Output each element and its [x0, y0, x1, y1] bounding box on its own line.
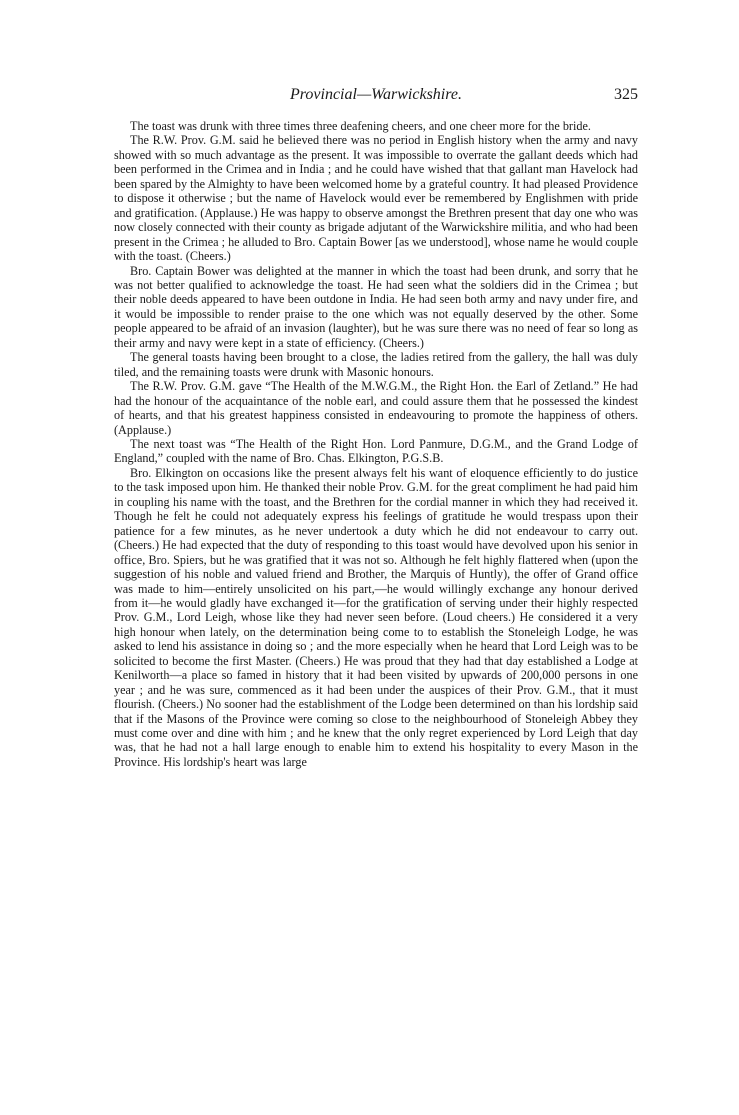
paragraph-lord-panmure: The next toast was “The Health of the Right Hon. Lord Panmure, D.G.M., and the Grand Lodge of England,” coupled with the name of Bro. Chas. Elkington, P.G.S.B. [114, 436, 638, 466]
paragraph-elkington-reply: Bro. Elkington on occasions like the present always felt his want of eloquence efficiently to do justice to the task imposed upon him. He thanked their noble Prov. G.M. for the great compliment he had paid him in coupling his name with the toast, and the Brethren for the cordial manner in which they had received it. Though he felt he could not adequately express his feelings of gratitude he would trespass upon their patience for a few minutes, as he never undertook a duty which he did not endeavour to carry out. (Cheers.) He had expected that the duty of responding to this toast would have devolved upon his senior in office, Bro. Spiers, but he was gratified that it was not so. Although he felt highly flattered when (upon the suggestion of his noble and valued friend and Brother, the Marquis of Huntly), the offer of Grand office was made to him—entirely unsolicited on his part,—he would willingly exchange any honour derived from it—he would gladly have exchanged it—for the gratification of serving under their highly respected Prov. G.M., Lord Leigh, whose like they had never seen before. (Loud cheers.) He considered it a very high honour when lately, on the determination being come to to establish the Stoneleigh Lodge, he was asked to lend his assistance in doing so ; and the more especially when he heard that Lord Leigh was to be solicited to become the first Master. (Cheers.) He was proud that they had that day established a Lodge at Kenilworth—a place so famed in history that it had been visited by upwards of 200,000 persons in one year ; and he was sure, commenced as it had been under the auspices of their Prov. G.M., that it must flourish. (Cheers.) No sooner had the establishment of the Lodge been determined on than his lordship said that if the Masons of the Province were coming so close to the neighbourhood of Stoneleigh Abbey they must come over and dine with him ; and he knew that the only regret experienced by Lord Leigh that day was, that he had not a hall large enough to enable him to extend his hospitality to every Mason in the Province. His lordship's heart was large [114, 465, 638, 769]
running-title: Provincial—Warwickshire. [290, 86, 462, 103]
paragraph-ladies-retired: The general toasts having been brought to a close, the ladies retired from the gallery, the hall was duly tiled, and the remaining toasts were drunk with Masonic honours. [114, 350, 638, 379]
running-head [114, 86, 638, 108]
paragraph-toast-bride: The toast was drunk with three times three deafening cheers, and one cheer more for the bride. [130, 119, 591, 133]
article-body [114, 119, 638, 769]
paragraph-captain-bower-reply: Bro. Captain Bower was delighted at the manner in which the toast had been drunk, and sorry that he was not better qualified to acknowledge the toast. He had seen what the soldiers did in the Crimea ; but their noble deeds appeared to have been outdone in India. He had seen both army and navy under fire, and it would be impossible to render praise to the one which was not equally deserved by the other. Some people appeared to be afraid of an invasion (laughter), but he was sure there was no need of fear so long as their army and navy were kept in a state of efficiency. (Cheers.) [114, 263, 638, 350]
page-number: 325 [614, 86, 638, 103]
paragraph-earl-of-zetland: The R.W. Prov. G.M. gave “The Health of the M.W.G.M., the Right Hon. the Earl of Zetland.” He had had the honour of the acquaintance of the noble earl, and could assure them that he possessed the kindest of hearts, and that his greatest happiness consisted in endeavouring to promote the happiness of others. (Applause.) [114, 379, 638, 437]
paragraph-army-navy-toast: The R.W. Prov. G.M. said he believed there was no period in English history when the army and navy showed with so much advantage as the present. It was impossible to overrate the gallant deeds which had been performed in the Crimea and in India ; and he could have wished that that gallant man Havelock had been spared by the Almighty to have been welcomed home by a grateful country. It had pleased Providence to dispose it otherwise ; but the name of Havelock would ever be remembered by Englishmen with pride and gratification. (Applause.) He was happy to observe amongst the Brethren present that day one who was now closely connected with their county as brigade adjutant of the Warwickshire militia, and who had been present in the Crimea ; he alluded to Bro. Captain Bower [as we understood], whose name he would couple with the toast. (Cheers.) [114, 133, 638, 264]
